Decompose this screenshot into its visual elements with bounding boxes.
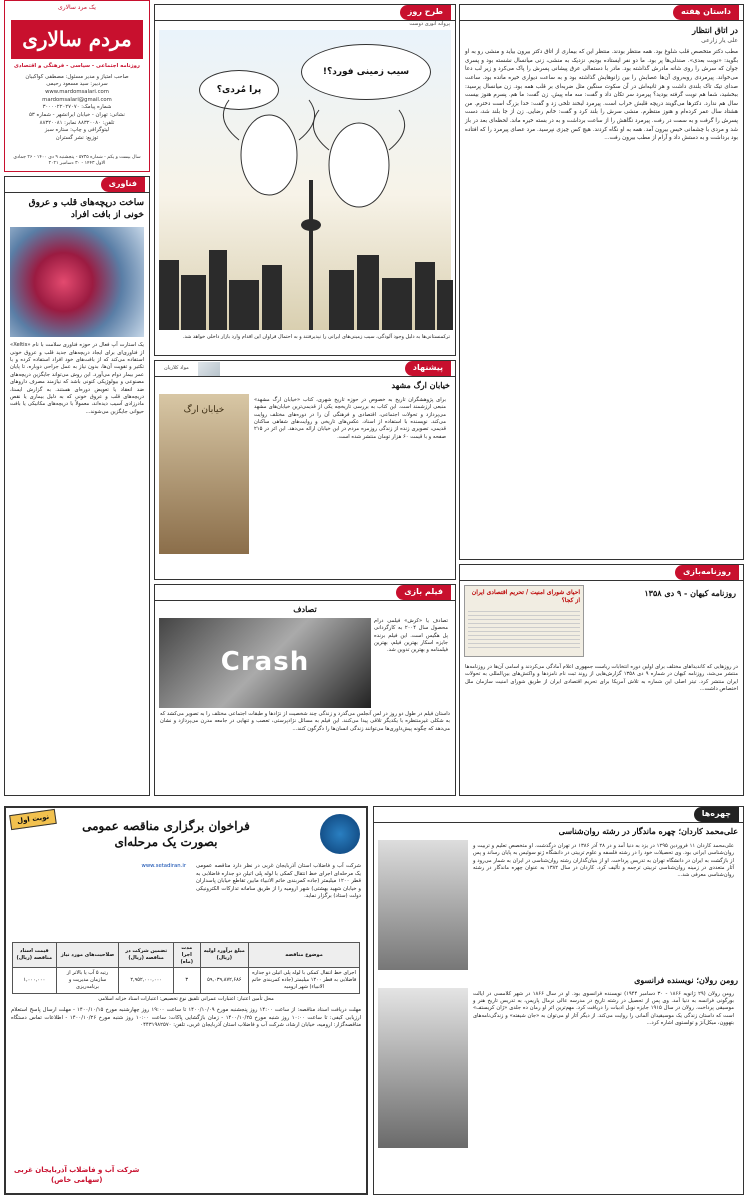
section-header: [5, 177, 149, 193]
table-header: مبلغ برآورد اولیه (ریال): [200, 943, 248, 968]
archive-tag: روزنامه‌بازی: [675, 565, 739, 580]
ad-intro-left: [11, 860, 191, 940]
table-header: موضوع مناقصه: [249, 943, 360, 968]
clipping-lines: [468, 608, 580, 648]
info-line: صاحب امتیاز و مدیر مسئول: مصطفی کواکبیان: [25, 73, 129, 80]
person1-block: [374, 840, 743, 970]
tender-ad: [4, 806, 368, 1195]
techno-title: ساخت درپچه‌های قلب و عروق خونی از بافت افراد: [28, 198, 144, 221]
film-top: [155, 618, 455, 708]
city-skyline-drawing: [159, 30, 453, 330]
techno-body: یک استارت آپ فعال در حوزه فناوری سلامت با نام «Xeltis» از فناوری‌ای برای ایجاد دریچه‌های جدید قلب و عروق خونی استفاده می‌کند که از بافت‌های خود افراد استفاده کرده و با تکثیر و تقویت آن‌ها، بدون نیاز به عمل جراحی دوباره، تا پایان عمر بیمار دوام می‌آورد. این روش می‌تواند جایگزین دریچه‌های مصنوعی و بیولوژیکی کنونی باشد که نیازمند مصرف داروهای ضد انعقاد یا تعویض دوره‌ای هستند. به گزارش ایسنا، دریچه‌های قلب و عروق خونی که به دلیل بیماری یا نقص مادرزادی آسیب دیده‌اند، معمولاً با دریچه‌های مکانیکی یا بافت حیوانی جایگزین می‌شوند...: [10, 342, 144, 415]
middle-column: [154, 0, 456, 800]
suggestion-author: مواد کلاریان: [164, 365, 189, 372]
masthead: [4, 0, 150, 172]
faces-section: [373, 806, 744, 1195]
right-column: [459, 0, 744, 800]
cartoon-author: پروانه انوری دوست: [409, 21, 450, 27]
story-tag: داستان هفته: [673, 5, 739, 20]
section-header: [460, 565, 743, 581]
section-header: [460, 5, 743, 21]
author-photo: [198, 362, 220, 376]
table-cell: ۲,۹۵۲,۰۰۰,۰۰۰: [119, 968, 173, 993]
book-cover-title: خیابان ارگ: [183, 404, 225, 415]
section-header: [155, 5, 455, 21]
suggestion-title: خیابان ارگ مشهد: [391, 380, 450, 390]
date-line: سال بیست و یکم - شماره ۵۷۳۵ - پنجشنبه ۹ دی ۱۴۰۰ - ۲۶ جمادی الاول ۱۴۴۳ - ۳۰ دسامبر ۲۰۲۱: [13, 154, 141, 167]
left-column: [4, 0, 150, 800]
table-cell: ۳: [173, 968, 200, 993]
table-row: [13, 968, 360, 993]
ad-note: محل تأمین اعتبار: اعتبارات عمرانی تلفیق نوع تخصیص: اعتبارات اسناد خزانه اسلامی: [98, 995, 274, 1002]
faces-tag: چهره‌ها: [694, 807, 739, 822]
cartoon-caption: ترکمنستانی‌ها به دلیل وجود آلودگی، سیب زمینی‌های ایرانی را نپذیرفتند و به احتمال فراوان این اقدام وارد بازار داخلی خواهد شد.: [182, 333, 450, 340]
ad-title-1: فراخوان برگزاری مناقصه عمومی: [82, 818, 250, 833]
suggestion-content: [155, 394, 455, 564]
ad-details: مهلت دریافت اسناد مناقصه: از ساعت ۱۴:۰۰ روز پنجشنبه مورخ ۱۴۰۰/۱۰/۰۹ تا ساعت ۱۹:۰۰ روز چهارشنبه مورخ ۱۴۰۰/۱۰/۱۵ - مهلت ارسال پاسخ استعلام ارزیابی کیفی: تا ساعت ۱۰:۰۰ روز شنبه مورخ ۱۴۰۰/۱۰/۲۵ - زمان بازگشایی پاکات: ساعت ۱۰:۰۰ روز شنبه مورخ ۱۴۰۰/۱۰/۲۶ - اطلاعات تماس دستگاه مناقصه‌گزار: ارومیه، خیابان ارشاد، شرکت آب و فاضلاب استان آذربایجان غربی، تلفن: ۰۴۴۳۱۹۸۲۵۷۰: [11, 1007, 361, 1029]
newspaper-clipping: [464, 585, 584, 657]
suggestion-section: [154, 360, 456, 580]
archive-title: روزنامه کیهان - ۹ دی ۱۳۵۸: [644, 588, 736, 598]
info-line: توزیع: نشر گستران: [55, 135, 99, 142]
masthead-subtitle: روزنامه اجتماعی - سیاسی - فرهنگی و اقتصادی: [14, 63, 140, 70]
film-intro: تصادف یا «کرش» فیلمی درام محصول سال ۲۰۰۴ به کارگردانی پل هگیس است. این فیلم برنده جایزه اسکار بهترین فیلم، بهترین فیلمنامه و بهترین تدوین شد.: [374, 617, 448, 654]
masthead-info: [5, 74, 149, 143]
story-section: [459, 4, 744, 560]
website-link[interactable]: www.mardomsalari.com: [45, 89, 109, 96]
newspaper-logo: مردم سالاری: [11, 20, 143, 59]
ad-website[interactable]: www.setadiran.ir: [141, 863, 186, 869]
person2-title: رومن رولان؛ نویسنده فرانسوی: [634, 974, 738, 985]
techno-section: [4, 176, 150, 796]
info-line: نشانی: تهران - خیابان ایرانشهر - شماره ۵۳: [29, 112, 125, 119]
suggestion-tag: پیشنهاد: [405, 361, 451, 376]
ad-table-wrap: [6, 940, 366, 1004]
film-tag: فیلم بازی: [396, 585, 451, 600]
masthead-top-line: یک مرد سالاری: [58, 4, 96, 11]
table-header: قیمت اسناد مناقصه (ریال): [13, 943, 57, 968]
table-header-row: [13, 943, 360, 968]
story-title: در اتاق انتظار: [692, 25, 738, 35]
ad-signature-name: شرکت آب و فاضلاب آذربایجان غربی: [14, 1166, 140, 1175]
section-header: [374, 807, 743, 823]
ad-signature-sub: (سهامی خاص): [50, 1175, 103, 1184]
speech-bubble-left: پرا مُردی؟: [199, 70, 279, 110]
email-link[interactable]: mardomsalari@gmail.com: [42, 96, 112, 103]
cartoon-image: [159, 30, 451, 330]
info-line: تلفن: ۸۸۳۲۰۰۸۰ نمابر: ۸۸۳۲۰۰۸۱: [39, 119, 115, 126]
cartoon-section: [154, 4, 456, 356]
clipping-headline: احیای شورای امنیت / تحریم اقتصادی ایران از کجا؟: [471, 589, 580, 605]
tender-table: [12, 942, 360, 994]
film-title: تصادف: [293, 604, 317, 614]
person2-body: رومن رولان (۲۹ ژانویه ۱۸۶۶ - ۳۰ دسامبر ۱۹۴۴) نویسنده فرانسوی بود. او در سال ۱۸۶۶ در شهر کلامسی در ایالت بورگونی فرانسه به دنیا آمد. وی پس از تحصیل در رشته تاریخ در مدرسه عالی نرمال پاریس، به تدریس تاریخ هنر و موسیقی پرداخت. رولان در سال ۱۹۱۵ جایزه نوبل ادبیات را دریافت کرد. مهم‌ترین اثر او رمان ده جلدی «ژان کریستف» است که داستان زندگی یک موسیقیدان آلمانی را روایت می‌کند. از دیگر آثار او می‌توان به «جان شیفته» و زندگی‌نامه‌های بتهوون، میکل‌آنژ و تولستوی اشاره کرد...: [473, 990, 735, 1027]
water-company-logo: [320, 814, 360, 854]
ad-intro: شرکت آب و فاضلاب استان آذربایجان غربی در نظر دارد مناقصه عمومی یک مرحله‌ای اجرای خط انتقال کمکی با لوله پلی اتیلن دو جداره فاضلابی به قطر ۱۲۰۰ میلیمتر (جاده کمربندی خاتم الانبیاء مابین تقاطع خیابان پاسداران و خیابان شهید بهشتی) شهر ارومیه را از طریق سامانه تدارکات الکترونیکی دولت (ستاد) برگزار نماید.: [196, 863, 362, 900]
ad-title-2: بصورت یک مرحله‌ای: [114, 835, 218, 849]
table-cell: ۱,۰۰۰,۰۰۰: [13, 968, 57, 993]
person2-photo: [378, 988, 468, 1148]
table-header: مدت اجرا (ماه): [173, 943, 200, 968]
film-poster: [159, 618, 371, 708]
book-cover: [159, 394, 249, 554]
ad-header: [6, 808, 366, 860]
suggestion-body: برای پژوهشگران تاریخ به خصوص در حوزه تاریخ شهری، کتاب «خیابان ارگ مشهد» منبعی ارزشمند است. این کتاب به بررسی تاریخچه یکی از قدیمی‌ترین خیابان‌های مشهد می‌پردازد و تحولات اجتماعی، اقتصادی و فرهنگی آن را در دوره‌های مختلف روایت می‌کند. نویسنده با استفاده از اسناد، عکس‌های تاریخی و روایت‌های شفاهی ساکنان قدیمی، تصویری زنده از زندگی روزمره مردم در این خیابان ارائه می‌دهد. این اثر در ۲۱۵ صفحه و با قیمت ۶۰ هزار تومان منتشر شده است.: [254, 396, 446, 440]
info-line: شماره پیامک: ۳۰۰۰۰۲۲۰۲۷۰۷۰: [42, 104, 112, 111]
archive-top: [460, 581, 743, 661]
person1-photo: [378, 840, 468, 970]
table-cell: رتبه ۵ آب یا بالاتر از سازمان مدیریت و برنامه‌ریزی: [56, 968, 119, 993]
section-header: [155, 361, 455, 377]
film-section: [154, 584, 456, 796]
person2-block: [374, 988, 743, 1168]
table-cell: اجرای خط انتقال کمکی با لوله پلی اتیلن دو جداره فاضلابی به قطر ۱۲۰۰ میلیمتر (جاده کمربندی خاتم الانبیاء) شهر ارومیه: [249, 968, 360, 993]
ad-intro-row: [6, 860, 366, 940]
info-line: سردبیر: سید مسعود رحیمی: [46, 81, 108, 88]
section-header: [155, 585, 455, 601]
ad-signature: [14, 1166, 139, 1185]
archive-section: [459, 564, 744, 796]
table-header: تضمین شرکت در مناقصه (ریال): [119, 943, 173, 968]
table-cell: ۵۹,۰۳۹,۸۷۲,۶۸۶: [200, 968, 248, 993]
poster-word: Crash: [220, 647, 310, 678]
story-author: علی یار زارعی: [701, 36, 738, 44]
person1-title: علی‌محمد کاردان؛ چهره ماندگار در رشته روان‌شناسی: [558, 826, 738, 836]
story-body: مطب دکتر متخصص قلب شلوغ بود. همه منتظر بودند. منتظر این که بیماری از اتاق دکتر بیرون بیاید و منشی رو به او بگوید: «نوبت بعدی». صندلی‌ها پر بود. ما دو نفر ایستاده بودیم. نزدیک به منشی، زنی میانسال نشسته بود و پسری جوان که سرش را روی شانه مادرش گذاشته بود. مادر با دستمالی عرق پیشانی پسرش را پاک می‌کرد و زیر لب دعا می‌خواند. پیرمردی روبه‌روی آن‌ها عصایش را بین زانوهایش گذاشته بود و به ساعت دیواری خیره مانده بود. ساعت صدای تیک تاک بلندی داشت و هر ثانیه‌اش در آن سکوت سنگین مثل ضربه‌ای بر قلب همه بود. زن میانسال پرسید: ببخشید، شما هم نوبت گرفته بودید؟ پیرمرد سر تکان داد و گفت: سه ماه پیش. زن گفت: ما هم. پسرم هنوز بیست سال هم ندارد. دکترها می‌گویند دریچه قلبش خراب است. پیرمرد لبخند تلخی زد و گفت: خدا بزرگ است دخترم. من هشتاد سال عمر کرده‌ام و هنوز منتظرم. منشی سرش را بلند کرد و گفت: خانم رضایی. زن از جا بلند شد، دست پسرش را گرفت و به سمت در رفت. پیرمرد نگاهش را از ساعت برداشت و به در بسته خیره ماند. لحظه‌ای بعد در باز شد و مردی با چشمانی خیس بیرون آمد. همه به او نگاه کردند. هیچ کس چیزی نپرسید. مرد عصای پیرمرد را که افتاده بود برداشت و به دستش داد و آرام از مطب بیرون رفت...: [465, 48, 738, 142]
techno-tag: فناوری: [101, 177, 145, 192]
heart-valve-image: [10, 227, 144, 337]
person1-body: علی‌محمد کاردان ۱۱ فروردین ۱۲۹۵ در یزد به دنیا آمد و در ۲۸ آذر ۱۳۸۶ در تهران درگذشت. او متخصص تعلیم و تربیت و روان‌شناسی ایرانی بود. وی تحصیلات خود را در رشته فلسفه و علوم تربیتی در دانشگاه ژنو سوئیس به پایان رساند و پس از بازگشت به ایران در دانشگاه تهران به تدریس پرداخت. او از بنیان‌گذاران رشته روان‌شناسی در ایران به شمار می‌رود و آثار متعددی در زمینه روان‌شناسی تربیتی ترجمه و تألیف کرد. کاردان در سال ۱۳۸۲ به عنوان چهره ماندگار در رشته روان‌شناسی معرفی شد...: [473, 842, 735, 879]
film-body: داستان فیلم در طول دو روز در لس آنجلس می‌گذرد و زندگی چند شخصیت از نژادها و طبقات اجتماعی مختلف را به تصویر می‌کشد که به شکلی غیرمنتظره با یکدیگر تلاقی پیدا می‌کنند. این فیلم به مسائل نژادپرستی، تعصب و تنهایی در جامعه مدرن می‌پردازد و نشان می‌دهد که چگونه پیش‌داوری‌ها می‌توانند زندگی انسان‌ها را دگرگون کنند...: [160, 710, 450, 732]
table-header: صلاحیت‌های مورد نیاز: [56, 943, 119, 968]
speech-bubble-right: سیب زمینی فورد؟!: [301, 44, 431, 100]
archive-body: در روزهایی که کاندیداهای مختلف برای اولین دوره انتخابات ریاست جمهوری اعلام آمادگی می‌کردند و اسامی آن‌ها در روزنامه‌ها منتشر می‌شد، روزنامه کیهان در شماره ۹ دی ۱۳۵۸ گزارش‌هایی از روند ثبت نام نامزدها و واکنش‌های بین‌المللی به تحولات ایران منتشر کرد. تیتر اصلی این شماره به تلاش آمریکا برای تحریم اقتصادی ایران از طریق شورای امنیت سازمان ملل اختصاص داشت...: [465, 664, 738, 693]
cartoon-tag: طرح روز: [400, 5, 451, 20]
ad-badge: نوبت اول: [9, 809, 57, 831]
info-line: لیتوگرافی و چاپ: ستاره سبز: [44, 127, 110, 134]
